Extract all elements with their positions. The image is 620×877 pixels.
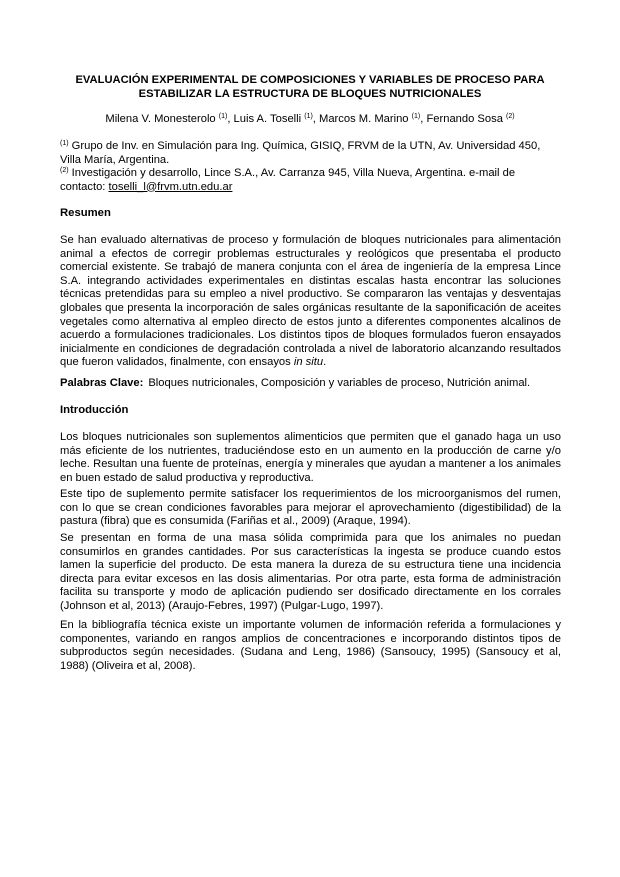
author-separator: , [312, 113, 320, 125]
affiliation-1 [60, 140, 560, 167]
keywords-text: Bloques nutricionales, Composición y variables de proceso, Nutrición animal. [148, 377, 531, 389]
affiliation-text: Investigación y desarrollo, Lince S.A., Av. Carranza 945, Villa Nueva, Argentina. e-mail de contacto: [60, 167, 516, 193]
affiliation-mark: (2) [60, 167, 69, 174]
author-list [60, 112, 560, 126]
resumen-end: . [323, 356, 327, 369]
keywords-label: Palabras Clave: [60, 377, 144, 389]
affiliation-2 [60, 167, 560, 194]
author-affiliation-mark: (1) [304, 113, 313, 120]
contact-email-link[interactable]: toselli_l@frvm.utn.edu.ar [108, 180, 233, 193]
intro-paragraph-2: Este tipo de suplemento permite satisfacer los requerimientos de los microorganismos del rumen, con lo que se crean condiciones favorables para mejorar el aprovechamiento (digestibilidad) de la pastura (fibra) que es consumida (Fariñas et al., 2009) (Araque, 1994). [60, 488, 561, 528]
author-name: Milena V. Monesterolo [105, 113, 216, 125]
resumen-paragraph [60, 234, 561, 370]
author-name: Marcos M. Marino [319, 113, 409, 125]
title-line-2: ESTABILIZAR LA ESTRUCTURA DE BLOQUES NUTRICIONALES [138, 88, 482, 100]
affiliations [60, 140, 560, 194]
intro-paragraph-1: Los bloques nutricionales son suplementos alimenticios que permiten que el ganado haga un uso más eficiente de los nutrientes, traduciéndose esto en un aumento en la producción de carne y/o leche. Resultan una fuente de proteínas, energía y minerales que ayudan a mantener a los animales en buen estado de salud productiva y reproductiva. [60, 431, 561, 484]
paper-title [60, 73, 560, 101]
author-affiliation-mark: (1) [411, 113, 421, 120]
introduccion-heading: Introducción [60, 404, 129, 416]
author-affiliation-mark: (2) [506, 113, 515, 120]
intro-paragraph-3: Se presentan en forma de una masa sólida comprimida para que los animales no puedan consumirlos en grandes cantidades. Por sus características la ingesta se produce cuando estos lamen la superficie del producto. De esta manera la dureza de su estructura tiene una incidencia directa para evitar excesos en las dosis alimentarias. Por otra parte, esta forma de administración facilita su transporte y modo de aplicación pudiendo ser dosificado directamente en los corrales (Johnson et al, 2013) (Araujo-Febres, 1997) (Pulgar-Lugo, 1997). [60, 532, 561, 612]
author-name: Fernando Sosa [426, 113, 503, 125]
author-separator: , [420, 113, 427, 125]
resumen-text: Se han evaluado alternativas de proceso y formulación de bloques nutricionales para alimentación animal a efectos de corregir problemas estructurales y reológicos que presentaba el producto comercial existente. Se trabajó de manera conjunta con el área de ingeniería de la empresa Lince S.A. integrando actividades experimentales en distintas escalas hasta encontrar las soluciones técnicas pretendidas para su empleo a nivel productivo. Se compararon las ventajas y desventajas globales que presenta la incorporación de sales orgánicas resultante de la saponificación de aceites vegetales como alternativa al empleo directo de estos junto a diferentes componentes alcalinos de acuerdo a formulaciones tradicionales. Los distintos tipos de bloques formulados fueron ensayados inicialmente en condiciones de degradación controlada a nivel de laboratorio alcanzando resultados que fueron validados, finalmente, con ensayos [60, 234, 561, 369]
author-separator: , [227, 113, 234, 125]
title-line-1: EVALUACIÓN EXPERIMENTAL DE COMPOSICIONES Y VARIABLES DE PROCESO PARA [75, 74, 545, 86]
affiliation-text: Grupo de Inv. en Simulación para Ing. Química, GISIQ, FRVM de la UTN, Av. Universidad 450, Villa María, Argentina. [60, 140, 541, 166]
author-affiliation-mark: (1) [218, 113, 228, 120]
keywords [60, 376, 570, 390]
resumen-heading: Resumen [60, 207, 111, 219]
resumen-italic: in situ [293, 356, 324, 369]
affiliation-mark: (1) [60, 140, 69, 147]
author-name: Luis A. Toselli [233, 113, 302, 125]
intro-paragraph-4: En la bibliografía técnica existe un importante volumen de información referida a formulaciones y componentes, variando en rangos amplios de concentraciones e incorporando distintos tipos de subproductos según necesidades. (Sudana and Leng, 1986) (Sansoucy, 1995) (Sansoucy et al, 1988) (Oliveira et al, 2008). [60, 619, 561, 672]
